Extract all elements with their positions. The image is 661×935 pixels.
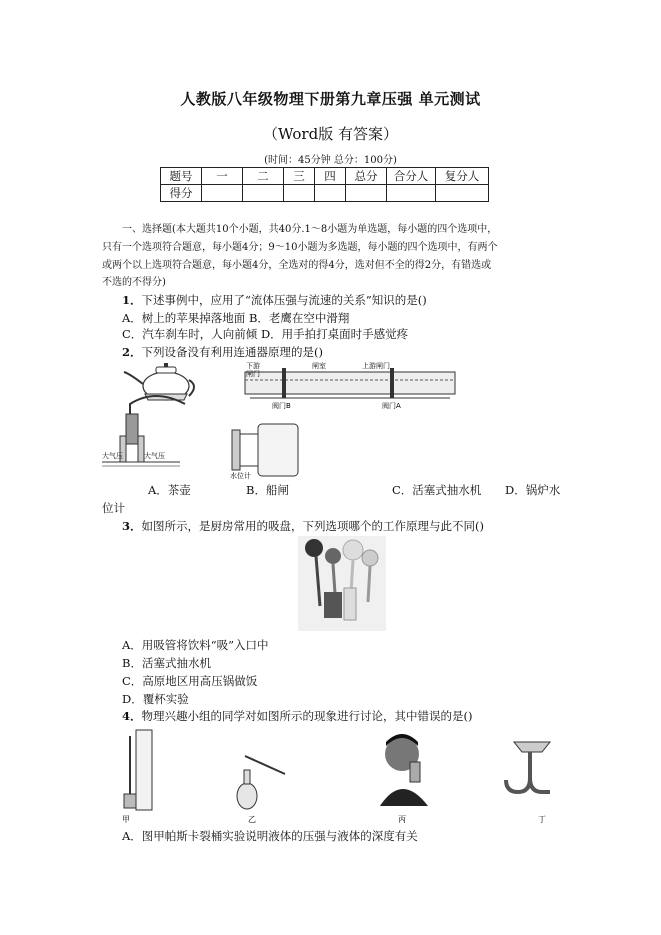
table-cell: 二 [243,168,284,185]
lock-label-valve-a: 阀门A [382,402,401,410]
boiler-gauge-figure [230,424,298,480]
teapot-figure [124,363,194,400]
question-4-figures [110,726,560,826]
table-cell: 一 [202,168,243,185]
question-4-stem [122,708,473,724]
table-cell[interactable] [202,185,243,202]
figure-label-jia: 甲 [122,815,130,824]
question-4-option-a: A．图甲帕斯卡裂桶实验说明液体的压强与液体的深度有关 [122,829,418,843]
figure-label-bing: 丙 [398,815,406,824]
table-cell: 四 [315,168,346,185]
table-cell: 得分 [161,185,202,202]
question-2-option-b: B．船闸 [246,483,289,497]
question-1-options-cd: C．汽车刹车时，人向前倾 D．用手拍打桌面时手感觉疼 [122,327,409,341]
table-cell[interactable] [387,185,436,202]
question-2-stem [122,344,323,360]
question-2-option-d: D．锅炉水 [505,483,561,497]
table-cell[interactable] [243,185,284,202]
question-2-option-c: C．活塞式抽水机 [392,483,482,497]
table-cell: 题号 [161,168,202,185]
question-text: 物理兴趣小组的同学对如图所示的现象进行讨论，其中错误的是() [141,709,473,723]
section-instructions-line: 一、选择题(本大题共10个小题，共40分.1～8小题为单选题，每小题的四个选项中， [122,224,498,235]
lock-label-down-gate-2: 闸门 [246,370,260,378]
page-title: 人教版八年级物理下册第九章压强 单元测试 [180,90,481,108]
table-cell[interactable] [346,185,387,202]
boy-drinking-figure [365,726,435,824]
section-instructions-line: 或两个以上选项符合题意，每小题4分，全选对的得4分，选对但不全的得2分，有错选或 [102,260,492,271]
flask-figure [237,756,285,824]
question-3-stem [122,518,484,534]
figure-label-yi: 乙 [248,815,256,824]
question-text: 下述事例中，应用了“流体压强与流速的关系”知识的是() [141,293,427,307]
ship-lock-figure [245,362,455,410]
question-number: 2． [122,345,142,359]
score-table-header-row [161,168,489,185]
time-score-info: (时间：45分钟 总分：100分) [264,155,397,166]
lock-label-chamber: 闸室 [312,362,326,370]
score-table [160,167,489,202]
question-3-option-d: D．覆杯实验 [122,692,189,706]
table-cell: 合分人 [387,168,436,185]
score-table-score-row [161,185,489,202]
table-cell[interactable] [436,185,489,202]
table-cell[interactable] [315,185,346,202]
pump-label-atm-1: 大气压 [102,452,123,460]
table-cell[interactable] [284,185,315,202]
table-cell: 复分人 [436,168,489,185]
sink-trap-figure [506,742,550,824]
table-cell: 总分 [346,168,387,185]
pump-label-atm-2: 大气压 [144,452,165,460]
question-2-option-a: A．茶壶 [148,483,191,497]
question-1-options-ab: A．树上的苹果掉落地面 B．老鹰在空中滑翔 [122,311,350,325]
question-text: 如图所示，是厨房常用的吸盘，下列选项哪个的工作原理与此不同() [141,519,484,533]
lock-label-valve-b: 阀门B [272,402,291,410]
lock-label-down-gate: 下游 [246,362,260,370]
question-1-stem [122,292,427,308]
question-number: 4． [122,709,142,723]
suction-cup-photo [298,536,386,631]
lock-label-up-gate: 上游闸门 [362,362,390,370]
table-cell: 三 [284,168,315,185]
question-2-option-d-continued: 位计 [102,501,125,515]
question-3-option-b: B．活塞式抽水机 [122,656,211,670]
question-2-figures [100,362,540,480]
page-subtitle: （Word版 有答案） [263,125,398,143]
question-3-option-a: A．用吸管将饮料“吸”入口中 [122,638,269,652]
figure-label-ding: 丁 [538,815,546,824]
boiler-label-gauge: 水位计 [230,472,251,480]
question-number: 1． [122,293,142,307]
section-instructions-line: 只有一个选项符合题意，每小题4分；9～10小题为多选题，每小题的四个选项中，有两个 [102,242,498,253]
section-instructions-line: 不选的不得分) [102,277,166,288]
piston-pump-figure [102,396,185,466]
question-number: 3． [122,519,142,533]
pascal-barrel-figure [122,730,152,824]
question-text: 下列设备没有利用连通器原理的是() [141,345,323,359]
question-3-option-c: C．高原地区用高压锅做饭 [122,674,258,688]
